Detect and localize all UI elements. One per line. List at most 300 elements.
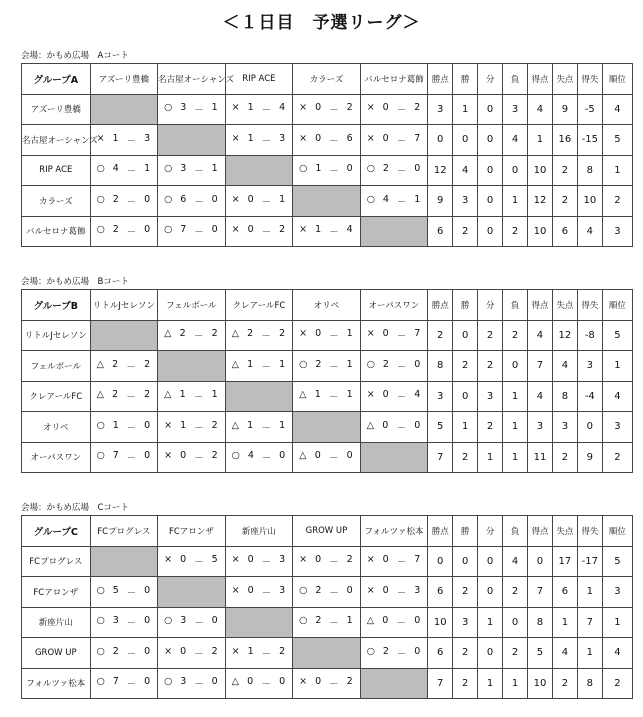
match-score [226, 646, 293, 660]
score-part: － [193, 392, 204, 404]
stat-value: 0 [478, 155, 503, 186]
match-result [360, 546, 428, 577]
stat-value: 8 [428, 351, 453, 382]
score-part: 0 [414, 645, 421, 657]
stat-value: 12 [552, 320, 577, 351]
score-part: × [366, 554, 375, 566]
team-name: 新座片山 [22, 607, 91, 638]
stat-value: 10 [428, 607, 453, 638]
stat-header: 得点 [527, 64, 552, 95]
stat-header: 失点 [552, 290, 577, 321]
stat-value: 4 [552, 351, 577, 382]
match-result [90, 577, 158, 608]
score-part: × [299, 676, 308, 688]
stat-header: 勝 [453, 516, 478, 547]
match-result [360, 607, 428, 638]
score-part: × [366, 132, 375, 144]
table-row [22, 320, 633, 351]
score-part: 1 [112, 419, 119, 431]
stat-value: 1 [453, 94, 478, 125]
score-part: － [396, 618, 406, 630]
score-part: 1 [279, 358, 286, 370]
table-row [22, 577, 633, 608]
stat-value: 2 [478, 351, 503, 382]
stat-value: 0 [453, 381, 478, 412]
score-part: 0 [382, 328, 389, 340]
opponent-header: 新座片山 [225, 516, 293, 547]
stat-value: 0 [503, 607, 528, 638]
score-part: × [366, 389, 375, 401]
score-part: 0 [346, 450, 353, 462]
self-match-cell [90, 546, 158, 577]
score-part: × [164, 554, 173, 566]
standings-table [21, 289, 633, 473]
match-score [226, 194, 293, 208]
stat-value: 7 [428, 442, 453, 473]
score-part: △ [164, 389, 172, 401]
stat-value: 5 [602, 546, 632, 577]
score-part: × [231, 193, 240, 205]
table-row [22, 155, 633, 186]
table-row [22, 186, 633, 217]
match-result [293, 125, 361, 156]
score-part: 1 [247, 358, 254, 370]
score-part: 2 [211, 419, 218, 431]
score-part: 1 [247, 132, 254, 144]
group-name: グループB [22, 290, 91, 321]
match-score [361, 646, 428, 660]
standings-table [21, 515, 633, 699]
score-part: － [126, 648, 137, 660]
stat-header: 負 [503, 290, 528, 321]
score-part: 7 [414, 132, 421, 144]
stat-value: 1 [602, 607, 632, 638]
score-part: － [396, 557, 407, 569]
score-part: － [329, 135, 339, 147]
self-match-cell [158, 577, 226, 608]
stat-value: 2 [552, 668, 577, 699]
score-part: 0 [315, 328, 322, 340]
match-score [293, 676, 360, 690]
score-part: 0 [414, 615, 421, 627]
stat-value: -17 [577, 546, 602, 577]
match-result [90, 216, 158, 247]
score-part: 1 [346, 328, 353, 340]
score-part: － [126, 361, 136, 373]
score-part: － [329, 557, 339, 569]
stat-value: 3 [453, 186, 478, 217]
stat-value: 0 [503, 155, 528, 186]
score-part: － [126, 587, 137, 599]
stat-value: 8 [527, 607, 552, 638]
stat-value: 10 [527, 216, 552, 247]
stat-value: 1 [478, 442, 503, 473]
match-result [293, 94, 361, 125]
score-part: － [126, 166, 137, 178]
match-result [293, 577, 361, 608]
score-part: 2 [315, 584, 322, 596]
stat-value: 4 [577, 216, 602, 247]
score-part: 0 [382, 584, 389, 596]
opponent-header: バルセロナ葛飾 [360, 64, 428, 95]
stat-header: 分 [478, 290, 503, 321]
opponent-header: RIP ACE [225, 64, 293, 95]
stat-header: 分 [478, 64, 503, 95]
match-result [225, 442, 293, 473]
score-part: － [261, 227, 272, 239]
score-part: △ [164, 328, 172, 340]
score-part: － [126, 422, 137, 434]
match-result [158, 546, 226, 577]
stat-header: 勝 [453, 290, 478, 321]
stat-value: 0 [453, 320, 478, 351]
score-part: 5 [211, 554, 218, 566]
score-part: 4 [382, 193, 389, 205]
stat-value: 10 [527, 668, 552, 699]
score-part: △ [96, 389, 104, 401]
team-name: オーパスワン [22, 442, 91, 473]
score-part: 0 [382, 554, 389, 566]
standings-table [21, 63, 633, 247]
score-part: 2 [279, 224, 286, 236]
stat-value: 3 [428, 94, 453, 125]
table-row [22, 442, 633, 473]
score-part: 2 [211, 328, 218, 340]
opponent-header: FCプログレス [90, 516, 158, 547]
score-part: 2 [315, 358, 322, 370]
match-score [293, 615, 360, 629]
match-result [293, 381, 361, 412]
score-part: 1 [180, 419, 187, 431]
score-part: － [194, 196, 204, 208]
match-result [360, 381, 428, 412]
stat-header: 得失 [577, 290, 602, 321]
stat-value: 4 [602, 638, 632, 669]
stat-value: 16 [552, 125, 577, 156]
stat-value: 4 [602, 94, 632, 125]
score-part: × [231, 132, 240, 144]
match-result [293, 216, 361, 247]
stat-value: 1 [577, 638, 602, 669]
match-score [158, 163, 225, 177]
match-score [226, 420, 293, 434]
score-part: － [261, 679, 271, 691]
score-part: 0 [144, 224, 151, 236]
team-name: カラーズ [22, 186, 91, 217]
score-part: 4 [247, 450, 254, 462]
score-part: ○ [299, 584, 308, 596]
score-part: － [396, 422, 406, 434]
score-part: － [329, 105, 339, 117]
match-result [158, 381, 226, 412]
score-part: ○ [366, 193, 375, 205]
score-part: － [261, 135, 272, 147]
score-part: － [396, 196, 407, 208]
score-part: 1 [414, 193, 421, 205]
score-part: 0 [414, 419, 421, 431]
match-score [91, 163, 158, 177]
score-part: － [194, 557, 204, 569]
match-result [90, 668, 158, 699]
match-score [361, 359, 428, 373]
match-result [225, 412, 293, 443]
match-score [226, 554, 293, 568]
score-part: 4 [279, 102, 286, 114]
venue-label: 会場：かもめ広場 Aコート [21, 51, 129, 61]
score-part: ○ [96, 676, 105, 688]
score-part: 1 [315, 224, 322, 236]
stat-value: -15 [577, 125, 602, 156]
score-part: △ [231, 358, 239, 370]
stat-value: 4 [527, 381, 552, 412]
score-part: 0 [382, 132, 389, 144]
match-score [361, 194, 428, 208]
score-part: 1 [211, 163, 218, 175]
score-part: 2 [279, 328, 286, 340]
stat-value: 4 [453, 155, 478, 186]
match-result [90, 155, 158, 186]
stat-header: 勝点 [428, 290, 453, 321]
self-match-cell [293, 186, 361, 217]
table-row [22, 412, 633, 443]
match-result [225, 577, 293, 608]
score-part: 1 [211, 389, 218, 401]
score-part: － [261, 453, 272, 465]
score-part: － [329, 166, 339, 178]
match-score [226, 224, 293, 238]
match-result [293, 607, 361, 638]
match-result [293, 155, 361, 186]
score-part: － [126, 227, 137, 239]
score-part: － [126, 679, 137, 691]
group-name: グループC [22, 516, 91, 547]
team-name: クレアールFC [22, 381, 91, 412]
score-part: 3 [279, 554, 286, 566]
score-part: － [194, 679, 204, 691]
match-score [158, 646, 225, 660]
score-part: 0 [315, 102, 322, 114]
match-result [158, 607, 226, 638]
stat-value: 7 [577, 607, 602, 638]
stat-value: 1 [602, 351, 632, 382]
score-part: － [261, 587, 272, 599]
match-score [226, 359, 293, 373]
header-row [22, 516, 633, 547]
score-part: － [328, 392, 339, 404]
team-name: フォルツァ松本 [22, 668, 91, 699]
stat-value: 0 [478, 216, 503, 247]
match-result [360, 186, 428, 217]
match-result [360, 638, 428, 669]
score-part: 0 [211, 615, 218, 627]
match-result [293, 546, 361, 577]
score-part: － [329, 227, 339, 239]
score-part: 0 [382, 419, 389, 431]
stat-value: 4 [527, 320, 552, 351]
stat-value: 7 [527, 351, 552, 382]
stat-header: 得失 [577, 516, 602, 547]
match-result [225, 638, 293, 669]
stat-value: 4 [552, 638, 577, 669]
score-part: 1 [211, 102, 218, 114]
match-score [91, 420, 158, 434]
stat-value: 2 [602, 442, 632, 473]
team-name: オリベ [22, 412, 91, 443]
opponent-header: 名古屋オーシャンズ [158, 64, 226, 95]
stat-value: 0 [428, 125, 453, 156]
stat-value: 2 [453, 668, 478, 699]
match-result [225, 94, 293, 125]
score-part: × [299, 554, 308, 566]
match-score [158, 194, 225, 208]
stat-header: 順位 [602, 516, 632, 547]
match-score [158, 554, 225, 568]
match-result [360, 125, 428, 156]
stat-value: 7 [527, 577, 552, 608]
team-name: GROW UP [22, 638, 91, 669]
score-part: 0 [247, 193, 254, 205]
match-score [226, 328, 293, 342]
match-result [158, 216, 226, 247]
stat-value: 0 [478, 94, 503, 125]
score-part: 0 [382, 615, 389, 627]
score-part: － [261, 331, 271, 343]
score-part: × [299, 132, 308, 144]
self-match-cell [225, 381, 293, 412]
score-part: 3 [180, 163, 187, 175]
match-score [158, 420, 225, 434]
score-part: 2 [315, 615, 322, 627]
stat-value: 1 [577, 577, 602, 608]
table-row [22, 638, 633, 669]
score-part: ○ [164, 163, 173, 175]
match-result [360, 351, 428, 382]
match-result [225, 125, 293, 156]
stat-value: 8 [577, 155, 602, 186]
score-part: 2 [346, 676, 353, 688]
score-part: 1 [346, 615, 353, 627]
score-part: － [396, 166, 407, 178]
score-part: 2 [211, 450, 218, 462]
stat-value: 5 [428, 412, 453, 443]
match-score [91, 450, 158, 464]
table-row [22, 668, 633, 699]
match-result [293, 320, 361, 351]
stat-value: 1 [527, 125, 552, 156]
score-part: 0 [382, 389, 389, 401]
match-score [293, 450, 360, 464]
score-part: 0 [279, 450, 286, 462]
score-part: － [396, 331, 407, 343]
score-part: △ [299, 450, 307, 462]
match-score [91, 359, 158, 373]
score-part: 1 [247, 102, 254, 114]
stat-value: 2 [428, 320, 453, 351]
score-part: 0 [247, 554, 254, 566]
match-result [225, 186, 293, 217]
match-score [293, 359, 360, 373]
match-score [158, 389, 225, 403]
match-score [91, 676, 158, 690]
match-score [91, 224, 158, 238]
score-part: － [126, 392, 136, 404]
self-match-cell [90, 94, 158, 125]
team-name: リトルJセレソン [22, 320, 91, 351]
stat-value: 1 [503, 668, 528, 699]
match-score [158, 224, 225, 238]
score-part: ○ [366, 358, 375, 370]
stat-header: 失点 [552, 64, 577, 95]
score-part: × [231, 584, 240, 596]
page-title: ＜１日目 予選リーグ＞ [222, 13, 421, 33]
score-part: ○ [96, 193, 105, 205]
stat-value: 10 [527, 155, 552, 186]
match-score [361, 328, 428, 342]
stat-value: 1 [503, 381, 528, 412]
score-part: 0 [144, 450, 151, 462]
score-part: 3 [180, 102, 187, 114]
table-row [22, 381, 633, 412]
score-part: 3 [414, 584, 421, 596]
match-score [361, 133, 428, 147]
score-part: － [194, 105, 204, 117]
stat-value: -4 [577, 381, 602, 412]
opponent-header: アズーリ豊橋 [90, 64, 158, 95]
score-part: － [396, 105, 407, 117]
stat-value: -8 [577, 320, 602, 351]
score-part: － [194, 422, 204, 434]
stat-value: 8 [577, 668, 602, 699]
score-part: 3 [279, 584, 286, 596]
score-part: × [231, 102, 240, 114]
stat-value: 0 [478, 125, 503, 156]
self-match-cell [360, 442, 428, 473]
match-result [360, 577, 428, 608]
match-score [293, 389, 360, 403]
score-part: 3 [180, 615, 187, 627]
score-part: 0 [314, 450, 321, 462]
team-name: FCアロンザ [22, 577, 91, 608]
score-part: 0 [315, 132, 322, 144]
match-result [90, 638, 158, 669]
score-part: 0 [144, 615, 151, 627]
match-score [361, 615, 428, 629]
table-row [22, 94, 633, 125]
match-score [361, 389, 428, 403]
stat-header: 勝 [453, 64, 478, 95]
stat-value: 2 [503, 320, 528, 351]
score-part: 0 [279, 676, 286, 688]
self-match-cell [360, 216, 428, 247]
match-score [226, 133, 293, 147]
score-part: ○ [299, 615, 308, 627]
table-row [22, 125, 633, 156]
stat-value: 2 [602, 186, 632, 217]
match-score [91, 133, 158, 147]
score-part: 0 [211, 224, 218, 236]
match-result [90, 351, 158, 382]
score-part: － [194, 648, 204, 660]
score-part: 0 [382, 102, 389, 114]
score-part: ○ [164, 102, 173, 114]
score-part: △ [231, 328, 239, 340]
score-part: 4 [414, 389, 421, 401]
stat-value: 3 [552, 412, 577, 443]
stat-header: 勝点 [428, 64, 453, 95]
score-part: × [164, 419, 173, 431]
match-result [158, 186, 226, 217]
match-result [225, 668, 293, 699]
